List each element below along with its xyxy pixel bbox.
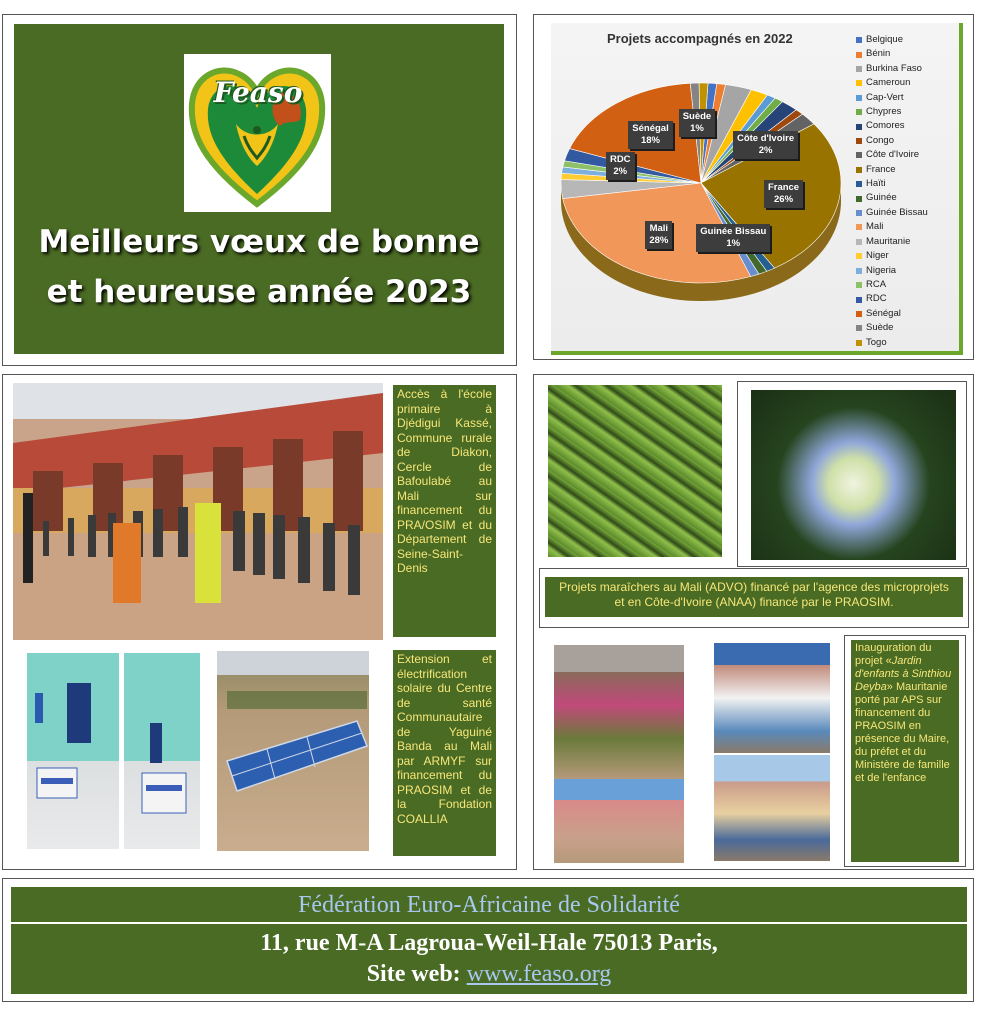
legend-item xyxy=(856,278,961,292)
legend-item xyxy=(856,264,961,278)
legend-swatch xyxy=(856,181,862,187)
legend-label: Congo xyxy=(866,134,894,146)
legend-label: Chypres xyxy=(866,106,902,118)
garden-caption: Projets maraîchers au Mali (ADVO) financé par l'agence des microprojets et en Côte-d'Ivoire (ANAA) financé par le PRAOSIM. xyxy=(545,577,963,617)
website-label: Site web: xyxy=(366,961,461,987)
legend-item xyxy=(856,249,961,263)
legend-label: France xyxy=(866,163,896,175)
chart-legend xyxy=(856,33,961,350)
legend-item xyxy=(856,336,961,350)
legend-item xyxy=(856,177,961,191)
community-photo-2 xyxy=(554,779,684,863)
legend-item xyxy=(856,91,961,105)
greeting-line-2: et heureuse année 2023 xyxy=(46,274,472,310)
legend-item xyxy=(856,163,961,177)
legend-swatch xyxy=(856,282,862,288)
okra-photo xyxy=(548,385,722,557)
legend-label: Nigeria xyxy=(866,264,897,276)
legend-swatch xyxy=(856,95,862,101)
legend-item xyxy=(856,105,961,119)
solar-panels-photo xyxy=(217,651,369,851)
solar-batteries-photo-2 xyxy=(124,653,200,849)
org-name: Fédération Euro-Africaine de Solidarité xyxy=(298,892,680,918)
legend-swatch xyxy=(856,152,862,158)
legend-swatch xyxy=(856,37,862,43)
legend-swatch xyxy=(856,80,862,86)
greeting-card xyxy=(14,24,504,354)
legend-swatch xyxy=(856,109,862,115)
footer-panel xyxy=(2,878,974,1002)
legend-item xyxy=(856,206,961,220)
community-photo-1 xyxy=(554,645,684,779)
legend-label: Bénin xyxy=(866,48,891,60)
footer-band-1 xyxy=(11,887,967,923)
legend-label: Sénégal xyxy=(866,307,901,319)
legend-label: Cameroun xyxy=(866,77,911,89)
legend-item xyxy=(856,119,961,133)
legend-label: Suède xyxy=(866,322,894,334)
legend-label: RDC xyxy=(866,293,887,305)
mali-projects-panel xyxy=(2,374,517,870)
legend-swatch xyxy=(856,268,862,274)
pie-label-mali: Mali 28% xyxy=(645,221,672,249)
garden-caption-frame xyxy=(539,568,969,628)
kindergarten-caption-title: Jardin d'enfants à Sinthiou Deyba xyxy=(855,655,952,693)
legend-label: RCA xyxy=(866,278,887,290)
legend-swatch xyxy=(856,210,862,216)
legend-item xyxy=(856,292,961,306)
legend-label: Guinée xyxy=(866,192,897,204)
website-line xyxy=(11,958,967,990)
pie-label-rdc: RDC 2% xyxy=(606,152,635,180)
legend-item xyxy=(856,62,961,76)
legend-label: Cap-Vert xyxy=(866,91,904,103)
kindergarten-caption xyxy=(851,640,959,862)
chart-title: Projets accompagnés en 2022 xyxy=(607,31,793,46)
legend-item xyxy=(856,33,961,47)
chart-area xyxy=(551,23,963,355)
legend-swatch xyxy=(856,167,862,173)
inauguration-photo-1 xyxy=(714,643,830,753)
legend-swatch xyxy=(856,253,862,259)
legend-label: Comores xyxy=(866,120,905,132)
school-caption: Accès à l'école primaire à Djédigui Kassé, Commune rurale de Diakon, Cercle de Bafoulabé au Mali sur financement du PRA/OSIM et du Département de Seine-Saint-Denis xyxy=(393,385,496,637)
gardens-panel xyxy=(533,374,974,870)
legend-swatch xyxy=(856,297,862,303)
chart-panel xyxy=(533,14,974,360)
legend-label: Niger xyxy=(866,250,889,262)
greeting-line-1: Meilleurs vœux de bonne xyxy=(38,224,480,260)
legend-swatch xyxy=(856,239,862,245)
legend-swatch xyxy=(856,52,862,58)
greeting-panel xyxy=(2,14,517,366)
legend-label: Guinée Bissau xyxy=(866,206,928,218)
inauguration-photo-2 xyxy=(714,755,830,861)
pie-data-labels xyxy=(551,23,851,353)
legend-item xyxy=(856,321,961,335)
legend-swatch xyxy=(856,138,862,144)
solar-caption: Extension et électrification solaire du Centre de santé Communautaire de Yaguiné Banda au Mali par ARMYF sur financement du PRAOSIM et de la Fondation COALLIA xyxy=(393,650,496,856)
pie-label-guin-e-bissau: Guinée Bissau 1% xyxy=(696,224,770,252)
address: 11, rue M-A Lagroua-Weil-Hale 75013 Paris, xyxy=(260,930,718,956)
feaso-logo xyxy=(184,54,331,212)
legend-item xyxy=(856,191,961,205)
legend-label: Mali xyxy=(866,221,884,233)
pie-label-su-de: Suède 1% xyxy=(679,109,716,137)
legend-swatch xyxy=(856,340,862,346)
pie-label-s-n-gal: Sénégal 18% xyxy=(628,121,672,149)
website-link[interactable]: www.feaso.org xyxy=(466,961,612,987)
solar-batteries-photo-1 xyxy=(27,653,119,849)
pie-label-france: France 26% xyxy=(764,180,803,208)
legend-item xyxy=(856,235,961,249)
legend-item xyxy=(856,307,961,321)
legend-swatch xyxy=(856,311,862,317)
legend-label: Côte d'Ivoire xyxy=(866,149,920,161)
footer-band-2 xyxy=(11,924,967,994)
legend-swatch xyxy=(856,124,862,130)
legend-swatch xyxy=(856,196,862,202)
legend-label: Togo xyxy=(866,336,887,348)
legend-label: Belgique xyxy=(866,34,903,45)
legend-item xyxy=(856,76,961,90)
legend-item xyxy=(856,148,961,162)
kindergarten-caption-post: » Mauritanie porté par APS sur financement du PRAOSIM en présence du Maire, du préfet et du Ministère de famille et de l'enfance xyxy=(855,681,950,784)
legend-label: Burkina Faso xyxy=(866,62,922,74)
legend-swatch xyxy=(856,66,862,72)
legend-item xyxy=(856,134,961,148)
legend-label: Haïti xyxy=(866,178,886,190)
legend-label: Mauritanie xyxy=(866,235,911,247)
pie-label-c-te-d-ivoire: Côte d'Ivoire 2% xyxy=(733,131,798,159)
legend-item xyxy=(856,220,961,234)
hydrangea-photo xyxy=(751,390,956,560)
kindergarten-caption-pre: Inauguration du projet « xyxy=(855,642,932,667)
school-photo xyxy=(13,383,383,640)
kindergarten-caption-frame xyxy=(844,635,966,867)
legend-item xyxy=(856,47,961,61)
legend-swatch xyxy=(856,325,862,331)
legend-swatch xyxy=(856,224,862,230)
logo-text: Feaso xyxy=(213,76,303,109)
hydrangea-frame xyxy=(737,381,967,567)
